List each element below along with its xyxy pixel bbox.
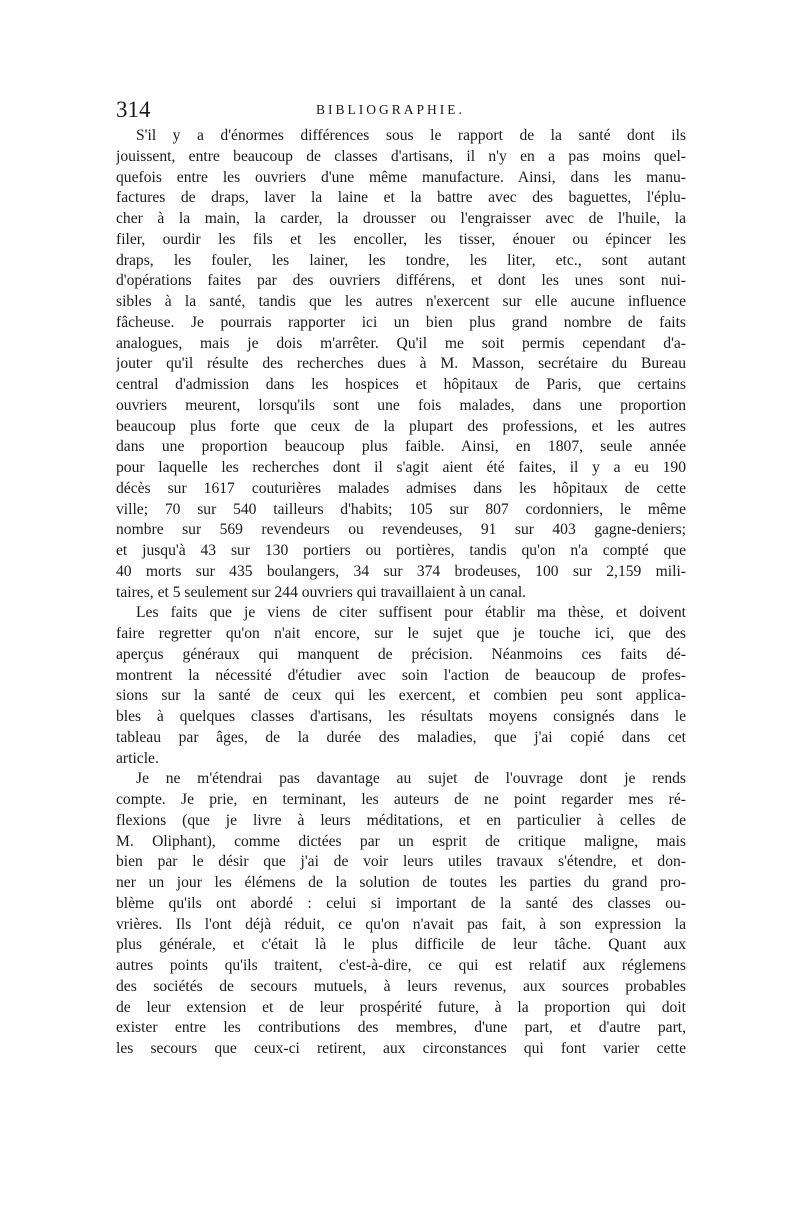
text-line: les secours que ceux-ci retirent, aux circonstances qui font varier cette [116, 1040, 686, 1057]
text-line: dans une proportion beaucoup plus faible. Ainsi, en 1807, seule année [116, 438, 686, 456]
paragraph [116, 126, 686, 603]
text-line: montrent la nécessité d'étudier avec soin l'action de beaucoup de profes- [116, 666, 686, 684]
text-line: autres points qu'ils traitent, c'est-à-dire, ce qui est relatif aux réglemens [116, 957, 686, 974]
text-line: analogues, mais je dois m'arrêter. Qu'il me soit permis cependant d'a- [116, 334, 686, 352]
text-line: taires, et 5 seulement sur 244 ouvriers qui travaillaient à un canal. [116, 583, 527, 601]
text-line: sions sur la santé de ceux qui les exercent, et combien peu sont applica- [116, 687, 686, 705]
text-line: S'il y a d'énormes différences sous le rapport de la santé dont ils [136, 127, 686, 144]
text-line: d'opérations faites par des ouvriers différens, et dont les unes sont nui- [116, 272, 686, 290]
paragraph [116, 603, 686, 769]
text-line: pour laquelle les recherches dont il s'agit aient été faites, il y a eu 190 [116, 459, 686, 476]
text-line: Les faits que je viens de citer suffisent pour établir ma thèse, et doivent [136, 604, 686, 622]
text-line: bien par le désir que j'ai de voir leurs utiles travaux s'étendre, et don- [116, 853, 686, 871]
text-line: M. Oliphant), comme dictées par un esprit de critique maligne, mais [116, 832, 686, 850]
running-head: BIBLIOGRAPHIE. [316, 102, 465, 117]
text-line: jouissent, entre beaucoup de classes d'artisans, il n'y en a pas moins quel- [116, 147, 686, 165]
text-line: décès sur 1617 couturières malades admises dans les hôpitaux de cette [116, 479, 686, 497]
text-line: article. [116, 749, 159, 767]
text-line: plus générale, et c'était là le plus difficile de leur tâche. Quant aux [116, 936, 686, 954]
page [116, 96, 686, 1060]
text-line: nombre sur 569 revendeurs ou revendeuses, 91 sur 403 gagne-deniers; [116, 521, 686, 539]
text-line: tableau par âges, de la durée des maladies, que j'ai copié dans cet [116, 728, 686, 746]
text-line: draps, les fouler, les lainer, les tondre, les liter, etc., sont autant [116, 251, 686, 269]
text-line: exister entre les contributions des membres, d'une part, et d'autre part, [116, 1019, 686, 1037]
text-line: flexions (que je livre à leurs méditations, et en particulier à celles de [116, 811, 686, 829]
text-line: beaucoup plus forte que ceux de la plupart des professions, et les autres [116, 417, 686, 435]
text-line: compte. Je prie, en terminant, les auteurs de ne point regarder mes ré- [116, 791, 686, 808]
text-line: et jusqu'à 43 sur 130 portiers ou portières, tandis qu'on n'a compté que [116, 542, 686, 559]
text-line: vrières. Ils l'ont déjà réduit, ce qu'on n'avait pas fait, à son expression la [116, 915, 686, 933]
text-line: ville; 70 sur 540 tailleurs d'habits; 105 sur 807 cordonniers, le même [116, 500, 686, 518]
page-header [116, 96, 686, 124]
text-line: ouvriers meurent, lorsqu'ils sont une fois malades, dans une proportion [116, 396, 686, 414]
text-line: sibles à la santé, tandis que les autres n'exercent sur elle aucune influence [116, 293, 686, 310]
text-line: bles à quelques classes d'artisans, les résultats moyens consignés dans le [116, 708, 686, 725]
text-line: factures de draps, laver la laine et la battre avec des baguettes, l'éplu- [116, 189, 686, 207]
paragraph [116, 769, 686, 1060]
body-text [116, 126, 686, 1060]
text-line: quefois entre les ouvriers d'une même manufacture. Ainsi, dans les manu- [116, 168, 686, 186]
text-line: des sociétés de secours mutuels, à leurs revenus, aux sources probables [116, 977, 686, 995]
text-line: fâcheuse. Je pourrais rapporter ici un bien plus grand nombre de faits [116, 313, 686, 331]
text-line: Je ne m'étendrai pas davantage au sujet de l'ouvrage dont je rends [136, 770, 686, 788]
text-line: central d'admission dans les hospices et hôpitaux de Paris, que certains [116, 376, 686, 393]
text-line: ner un jour les élémens de la solution de toutes les parties du grand pro- [116, 874, 686, 891]
text-line: cher à la main, la carder, la drousser ou l'engraisser avec de l'huile, la [116, 210, 686, 227]
text-line: aperçus généraux qui manquent de précision. Néanmoins ces faits dé- [116, 645, 686, 663]
text-line: 40 morts sur 435 boulangers, 34 sur 374 brodeuses, 100 sur 2,159 mili- [116, 562, 686, 580]
text-line: faire regretter qu'on n'ait encore, sur le sujet que je touche ici, que des [116, 625, 686, 642]
text-line: filer, ourdir les fils et les encoller, les tisser, énouer ou épincer les [116, 230, 686, 248]
text-line: jouter qu'il résulte des recherches dues à M. Masson, secrétaire du Bureau [116, 355, 686, 373]
text-line: blème qu'ils ont abordé : celui si important de la santé des classes ou- [116, 894, 686, 912]
text-line: de leur extension et de leur prospérité future, à la proportion qui doit [116, 998, 686, 1016]
page-number: 314 [116, 97, 151, 122]
